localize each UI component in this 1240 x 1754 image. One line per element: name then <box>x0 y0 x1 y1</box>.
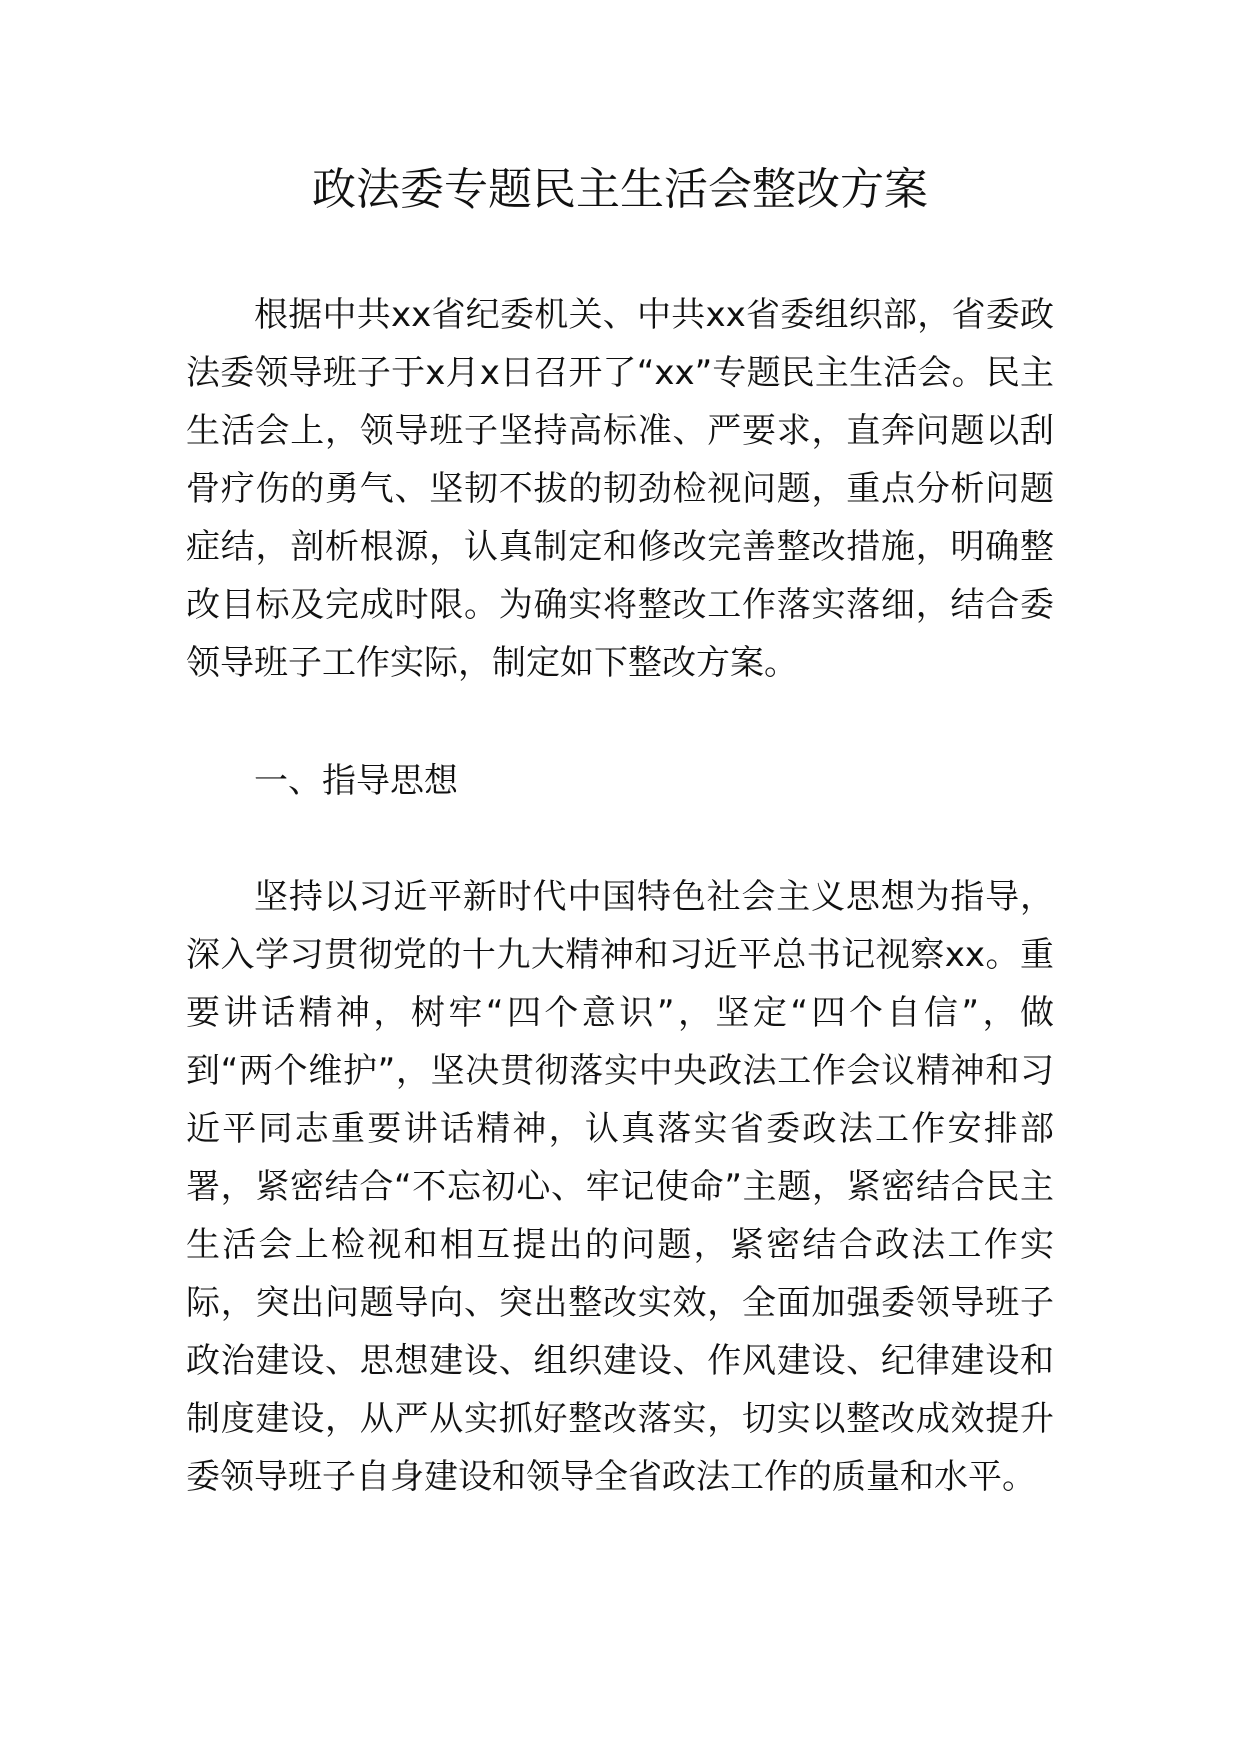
document-title: 政法委专题民主生活会整改方案 <box>312 164 928 215</box>
section-heading-guiding-ideology: 一、指导思想 <box>254 761 458 801</box>
section-paragraph-guiding-ideology: 坚持以习近平新时代中国特色社会主义思想为指导，深入学习贯彻党的十九大精神和习近平总书记视察xx。重要讲话精神，树牢“四个意识”，坚定“四个自信”，做到“两个维护”，坚决贯彻落实中央政法工作会议精神和习近平同志重要讲话精神，认真落实省委政法工作安排部署，紧密结合“不忘初心、牢记使命”主题，紧密结合民主生活会上检视和相互提出的问题，紧密结合政法工作实际，突出问题导向、突出整改实效，全面加强委领导班子政治建设、思想建设、组织建设、作风建设、纪律建设和制度建设，从严从实抓好整改落实，切实以整改成效提升委领导班子自身建设和领导全省政法工作的质量和水平。 <box>186 877 1054 1497</box>
intro-paragraph: 根据中共xx省纪委机关、中共xx省委组织部，省委政法委领导班子于x月x日召开了“xx”专题民主生活会。民主生活会上，领导班子坚持高标准、严要求，直奔问题以刮骨疗伤的勇气、坚韧不拔的韧劲检视问题，重点分析问题症结，剖析根源，认真制定和修改完善整改措施，明确整改目标及完成时限。为确实将整改工作落实落细，结合委领导班子工作实际，制定如下整改方案。 <box>186 295 1054 683</box>
